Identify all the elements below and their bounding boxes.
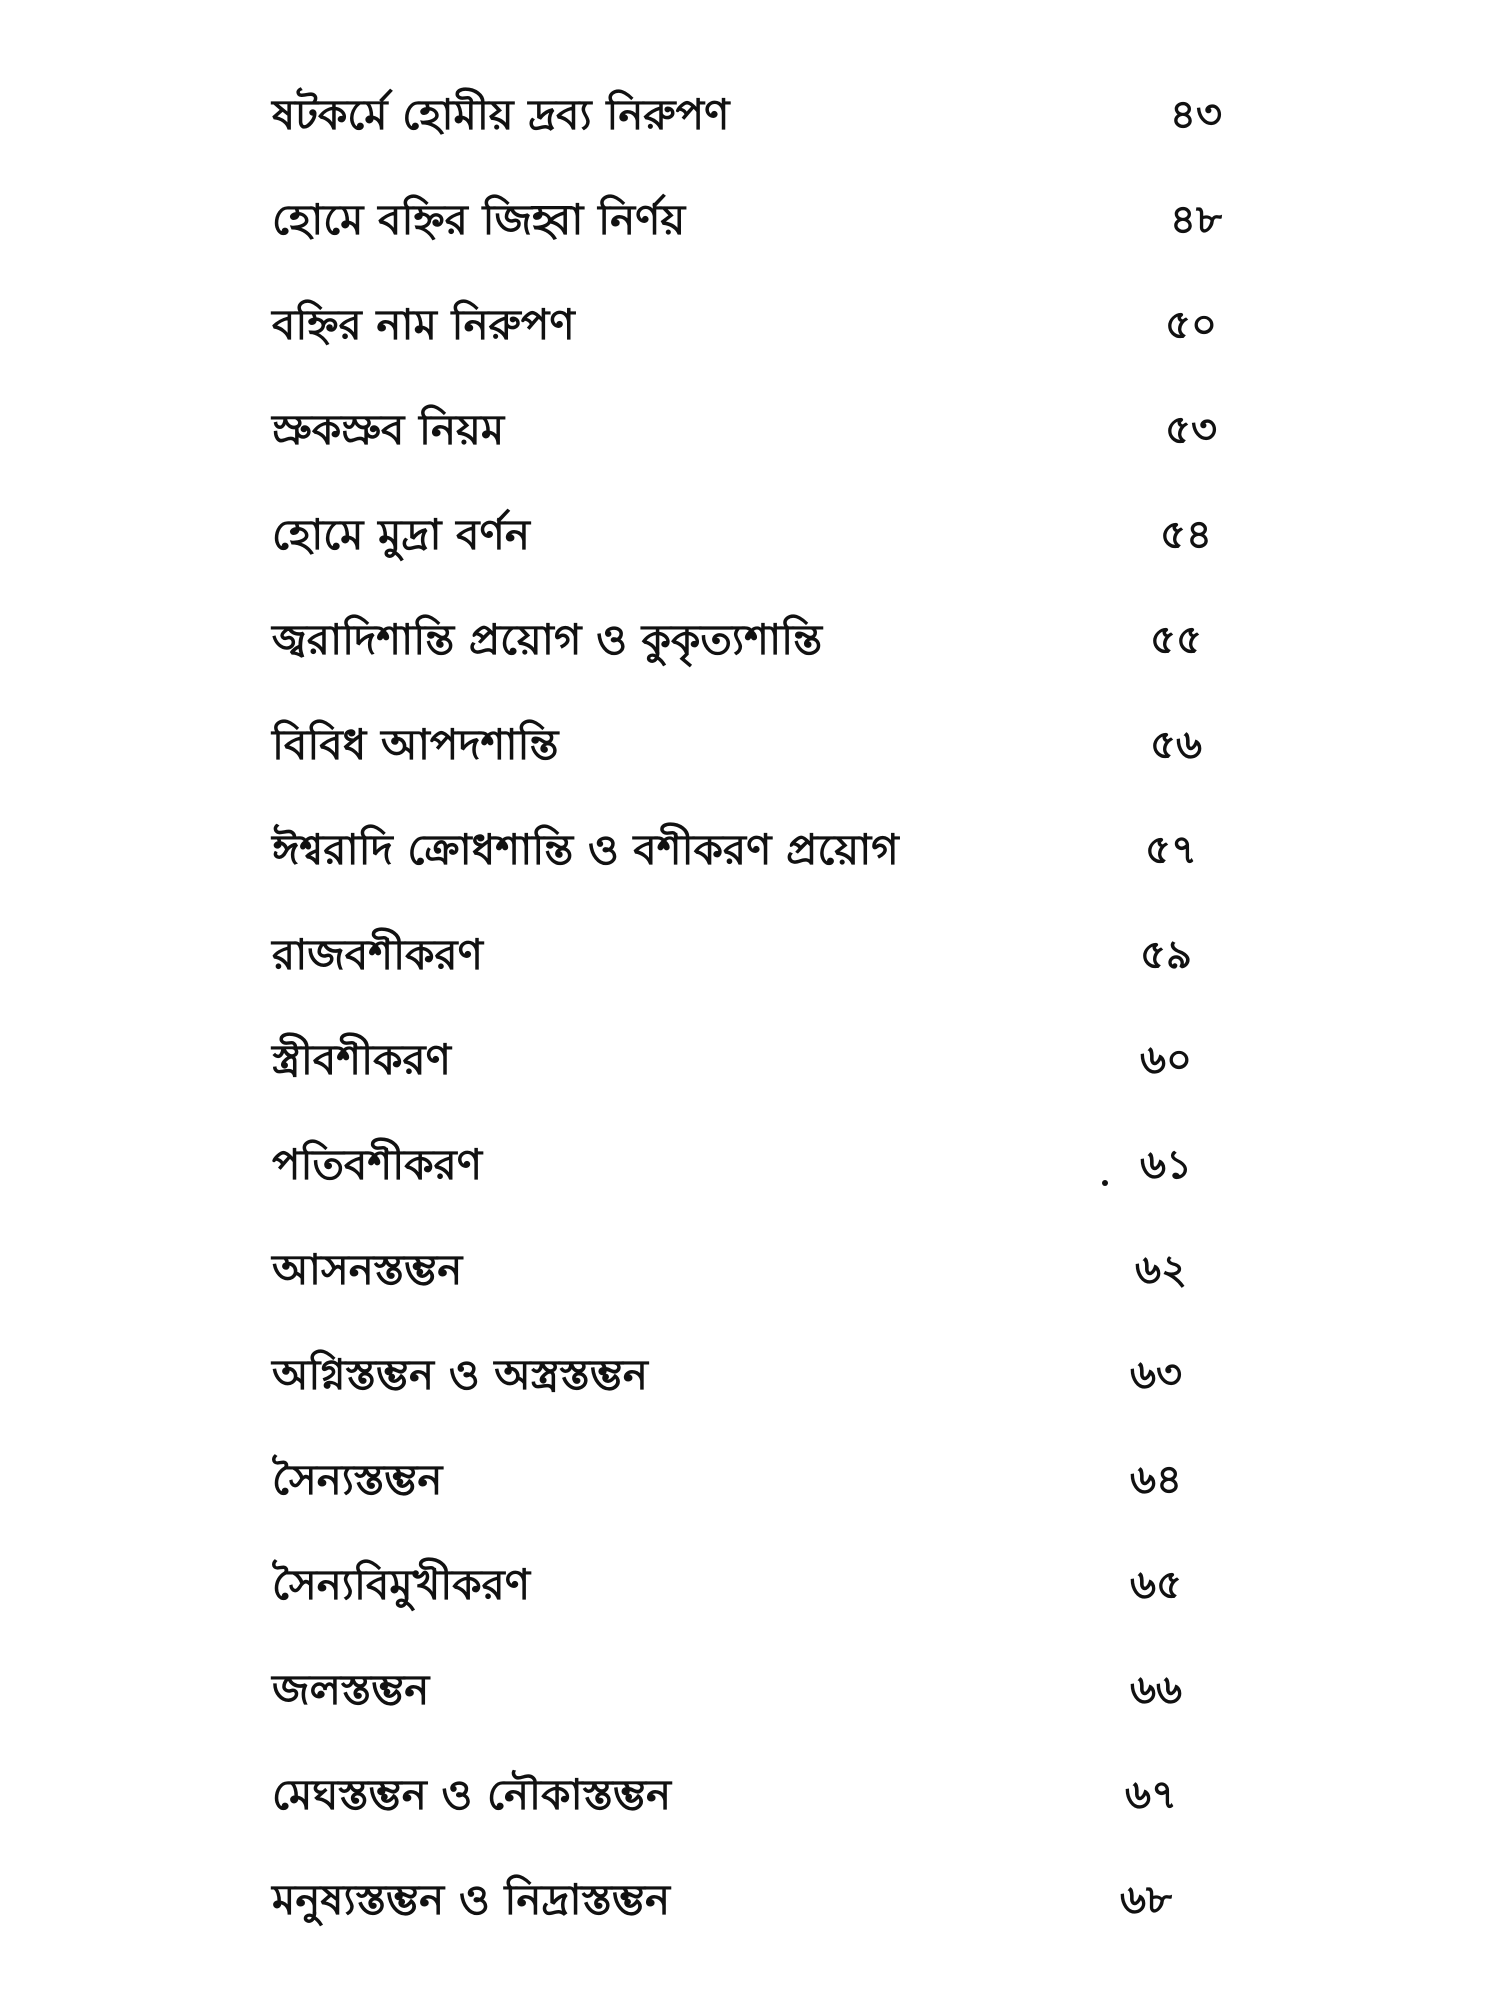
toc-entry-title: ষটকর্মে হোমীয় দ্রব্য নিরুপণ [272, 90, 730, 139]
toc-entry-title: রাজবশীকরণ [272, 930, 483, 979]
toc-entry-title: ঈশ্বরাদি ক্রোধশান্তি ও বশীকরণ প্রয়োগ [272, 825, 899, 874]
toc-entry-page: ৫৬ [1150, 722, 1202, 768]
toc-entry-page: ৬৬ [1130, 1667, 1183, 1713]
toc-entry [0, 1335, 1500, 1415]
toc-entry-page: ৪৩ [1170, 92, 1222, 138]
toc-entry [0, 915, 1500, 995]
toc-entry [0, 600, 1500, 680]
toc-entry-title: জলস্তম্ভন [272, 1665, 430, 1714]
toc-entry-title: স্রুকস্রুব নিয়ম [272, 405, 505, 454]
toc-entry-page: ৬০ [1140, 1037, 1193, 1083]
toc-entry [0, 1230, 1500, 1310]
toc-entry [0, 180, 1500, 260]
toc-entry [0, 1020, 1500, 1100]
toc-entry-title: অগ্নিস্তম্ভন ও অস্ত্রস্তম্ভন [272, 1350, 649, 1399]
toc-entry [0, 810, 1500, 890]
toc-entry-page: ৫৫ [1150, 617, 1202, 663]
stray-dot [1102, 1180, 1108, 1186]
toc-entry-title: সৈন্যস্তম্ভন [272, 1455, 443, 1504]
toc-entry-title: হোমে মুদ্রা বর্ণন [272, 510, 530, 559]
toc-entry-title: সৈন্যবিমুখীকরণ [272, 1560, 531, 1609]
toc-entry [0, 1860, 1500, 1940]
toc-entry [0, 495, 1500, 575]
toc-entry-page: ৪৮ [1170, 197, 1222, 243]
toc-entry-title: জ্বরাদিশান্তি প্রয়োগ ও কুকৃত্যশান্তি [272, 615, 823, 664]
toc-entry-title: স্ত্রীবশীকরণ [272, 1035, 452, 1084]
toc-entry-title: বিবিধ আপদশান্তি [272, 720, 559, 769]
toc-entry-page: ৫০ [1165, 302, 1217, 348]
toc-entry-page: ৬৪ [1130, 1457, 1182, 1503]
toc-entry [0, 1650, 1500, 1730]
toc-entry-title: বহ্নির নাম নিরুপণ [272, 300, 575, 349]
toc-entry [0, 1545, 1500, 1625]
toc-entry [0, 1755, 1500, 1835]
toc-entry-page: ৬৭ [1125, 1772, 1178, 1818]
toc-entry-title: মনুষ্যস্তম্ভন ও নিদ্রাস্তম্ভন [272, 1875, 671, 1924]
toc-entry [0, 1440, 1500, 1520]
toc-entry-title: হোমে বহ্নির জিহ্বা নির্ণয় [272, 195, 686, 244]
toc-entry-title: মেঘস্তম্ভন ও নৌকাস্তম্ভন [272, 1770, 672, 1819]
toc-entry [0, 1125, 1500, 1205]
toc-entry [0, 75, 1500, 155]
toc-entry-page: ৬২ [1135, 1247, 1188, 1293]
toc-entry-title: পতিবশীকরণ [272, 1140, 483, 1189]
toc-entry [0, 285, 1500, 365]
toc-entry-page: ৫৩ [1165, 407, 1217, 453]
toc-entry-title: আসনস্তম্ভন [272, 1245, 463, 1294]
toc-entry-page: ৬৫ [1130, 1562, 1182, 1608]
toc-entry-page: ৬৮ [1120, 1877, 1172, 1923]
toc-entry [0, 390, 1500, 470]
toc-entry-page: ৫৪ [1160, 512, 1212, 558]
toc-entry [0, 705, 1500, 785]
toc-entry-page: ৬১ [1140, 1142, 1192, 1188]
toc-entry-page: ৫৯ [1140, 932, 1192, 978]
toc-entry-page: ৫৭ [1145, 827, 1197, 873]
toc-entry-page: ৬৩ [1130, 1352, 1183, 1398]
